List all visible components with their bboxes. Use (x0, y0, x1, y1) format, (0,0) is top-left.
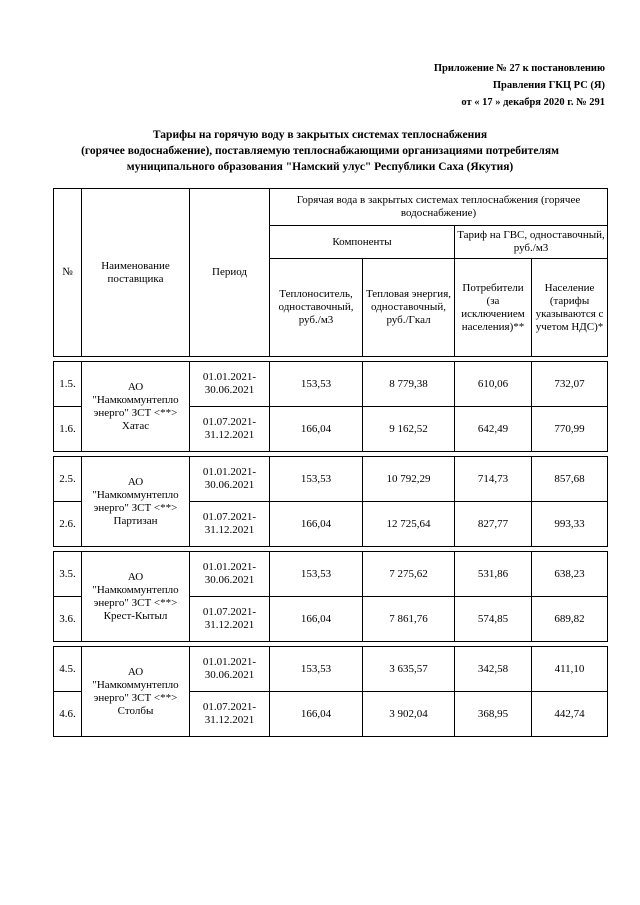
carrier-value: 153,53 (270, 647, 363, 692)
table-row (54, 362, 608, 407)
period-end: 31.12.2021 (204, 524, 255, 536)
row-number: 4.6. (54, 692, 82, 737)
title-line-2: (горячее водоснабжение), поставляемую теплоснабжающими организациями потребителям (81, 145, 559, 157)
population-value: 442,74 (532, 692, 608, 737)
period-cell (190, 552, 270, 597)
population-value: 638,23 (532, 552, 608, 597)
row-number: 3.6. (54, 597, 82, 642)
population-value: 732,07 (532, 362, 608, 407)
row-number: 2.6. (54, 502, 82, 547)
carrier-value: 166,04 (270, 502, 363, 547)
period-cell (190, 502, 270, 547)
period-end: 30.06.2021 (204, 479, 255, 491)
period-start: 01.07.2021- (202, 701, 257, 713)
consumers-value: 368,95 (455, 692, 532, 737)
appendix-line-2: Правления ГКЦ РС (Я) (492, 80, 605, 91)
carrier-header: Теплоноситель, одноставочный, руб./м3 (270, 259, 363, 357)
period-cell (190, 457, 270, 502)
energy-header: Тепловая энергия, одноставочный, руб./Гкал (363, 259, 455, 357)
supplier-name: АО "Намкоммунтепло энерго" ЗСТ <**> Столбы (82, 647, 190, 737)
col-supplier-header: Наименование поставщика (82, 189, 190, 357)
consumers-value: 642,49 (455, 407, 532, 452)
consumers-value: 827,77 (455, 502, 532, 547)
table-row (54, 552, 608, 597)
carrier-value: 166,04 (270, 692, 363, 737)
population-header: Население (тарифы указываются с учетом НДС)* (532, 259, 608, 357)
period-start: 01.07.2021- (202, 511, 257, 523)
carrier-value: 153,53 (270, 362, 363, 407)
consumers-value: 531,86 (455, 552, 532, 597)
consumers-value: 574,85 (455, 597, 532, 642)
group-header: Горячая вода в закрытых системах теплоснабжения (горячее водоснабжение) (270, 189, 608, 226)
tariff-table (53, 188, 608, 737)
table-body (54, 357, 608, 737)
period-start: 01.01.2021- (202, 656, 257, 668)
components-header: Компоненты (270, 226, 455, 259)
population-value: 770,99 (532, 407, 608, 452)
title-line-1: Тарифы на горячую воду в закрытых системах теплоснабжения (152, 129, 488, 141)
appendix-line-1: Приложение № 27 к постановлению (433, 63, 605, 74)
consumers-value: 342,58 (455, 647, 532, 692)
row-number: 2.5. (54, 457, 82, 502)
energy-value: 3 635,57 (363, 647, 455, 692)
row-number: 4.5. (54, 647, 82, 692)
period-cell (190, 597, 270, 642)
period-end: 30.06.2021 (204, 384, 255, 396)
period-cell (190, 692, 270, 737)
energy-value: 7 275,62 (363, 552, 455, 597)
period-end: 31.12.2021 (204, 619, 255, 631)
col-num-header: № (54, 189, 82, 357)
energy-value: 10 792,29 (363, 457, 455, 502)
energy-value: 12 725,64 (363, 502, 455, 547)
energy-value: 9 162,52 (363, 407, 455, 452)
supplier-name: АО "Намкоммунтепло энерго" ЗСТ <**> Крест-Кытыл (82, 552, 190, 642)
appendix-line-3: от « 17 » декабря 2020 г. № 291 (461, 97, 605, 108)
period-start: 01.01.2021- (202, 466, 257, 478)
period-start: 01.01.2021- (202, 371, 257, 383)
energy-value: 3 902,04 (363, 692, 455, 737)
period-cell (190, 407, 270, 452)
supplier-name: АО "Намкоммунтепло энерго" ЗСТ <**> Хатас (82, 362, 190, 452)
period-end: 31.12.2021 (204, 714, 255, 726)
row-number: 3.5. (54, 552, 82, 597)
energy-value: 8 779,38 (363, 362, 455, 407)
period-cell (190, 647, 270, 692)
table-row (54, 647, 608, 692)
carrier-value: 166,04 (270, 407, 363, 452)
population-value: 411,10 (532, 647, 608, 692)
carrier-value: 153,53 (270, 552, 363, 597)
appendix-header (434, 60, 605, 111)
carrier-value: 153,53 (270, 457, 363, 502)
period-start: 01.07.2021- (202, 416, 257, 428)
consumers-header: Потребители (за исключением населения)** (455, 259, 532, 357)
period-end: 31.12.2021 (204, 429, 255, 441)
supplier-name: АО "Намкоммунтепло энерго" ЗСТ <**> Партизан (82, 457, 190, 547)
title-line-3: муниципального образования "Намский улус" Республики Саха (Якутия) (126, 161, 514, 173)
population-value: 857,68 (532, 457, 608, 502)
period-cell (190, 362, 270, 407)
period-start: 01.07.2021- (202, 606, 257, 618)
table-row (54, 457, 608, 502)
energy-value: 7 861,76 (363, 597, 455, 642)
population-value: 993,33 (532, 502, 608, 547)
population-value: 689,82 (532, 597, 608, 642)
col-period-header: Период (190, 189, 270, 357)
consumers-value: 714,73 (455, 457, 532, 502)
period-end: 30.06.2021 (204, 574, 255, 586)
period-end: 30.06.2021 (204, 669, 255, 681)
period-start: 01.01.2021- (202, 561, 257, 573)
carrier-value: 166,04 (270, 597, 363, 642)
consumers-value: 610,06 (455, 362, 532, 407)
tariff-header: Тариф на ГВС, одноставочный, руб./м3 (455, 226, 608, 259)
row-number: 1.6. (54, 407, 82, 452)
row-number: 1.5. (54, 362, 82, 407)
document-title (40, 127, 600, 175)
